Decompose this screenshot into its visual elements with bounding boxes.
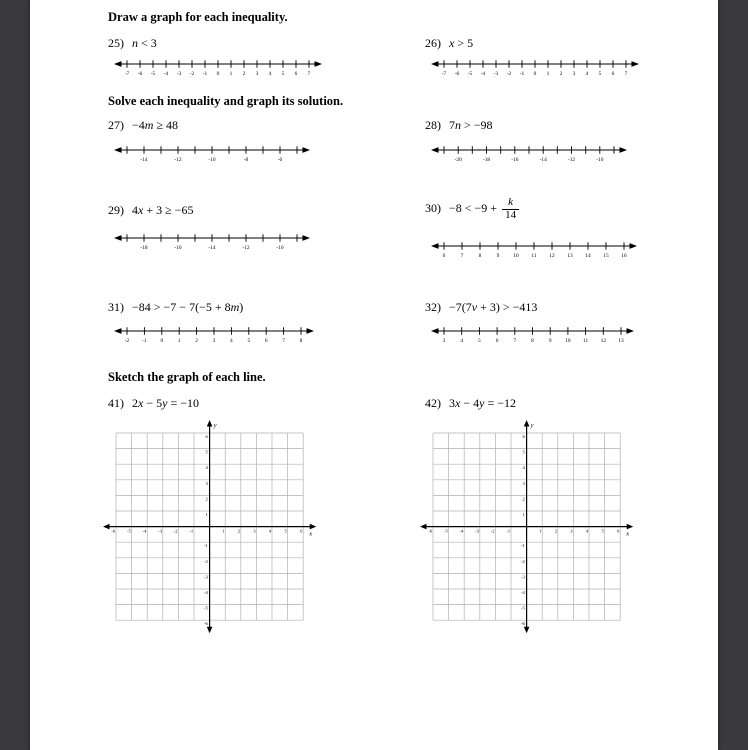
svg-text:2: 2: [205, 496, 208, 502]
svg-text:1: 1: [229, 71, 233, 77]
svg-text:1: 1: [522, 512, 525, 517]
problem-31: [108, 300, 314, 345]
svg-text:-4: -4: [203, 590, 208, 595]
svg-text:-14: -14: [208, 245, 216, 251]
svg-text:-10: -10: [208, 157, 216, 163]
svg-text:3: 3: [212, 338, 216, 344]
svg-text:y: y: [213, 422, 217, 429]
svg-text:-5: -5: [150, 71, 156, 77]
svg-text:1: 1: [177, 338, 181, 344]
svg-text:-8: -8: [243, 157, 249, 163]
svg-text:9: 9: [548, 338, 552, 344]
svg-text:-2: -2: [173, 528, 178, 534]
svg-text:13: 13: [618, 338, 624, 344]
svg-text:-1: -1: [142, 338, 147, 344]
problem-head: [425, 396, 637, 411]
svg-text:5: 5: [205, 449, 208, 455]
svg-text:-2: -2: [506, 71, 512, 77]
svg-text:-1: -1: [203, 543, 208, 549]
problem-head: [108, 300, 314, 315]
svg-text:13: 13: [567, 253, 573, 260]
coordinate-grid-svg: [419, 417, 637, 635]
svg-text:6: 6: [522, 434, 525, 439]
svg-text:-3: -3: [475, 528, 479, 534]
svg-text:-4: -4: [163, 71, 169, 77]
svg-text:5: 5: [598, 71, 602, 77]
svg-text:4: 4: [268, 71, 272, 77]
number-line-svg: [431, 142, 627, 164]
svg-text:8: 8: [478, 253, 482, 260]
coordinate-grid: [102, 417, 320, 635]
problem-head: [108, 118, 310, 133]
problem-42: [425, 396, 637, 635]
svg-text:4: 4: [205, 465, 208, 471]
svg-text:-4: -4: [459, 528, 464, 534]
svg-text:-16: -16: [511, 157, 519, 163]
svg-text:12: 12: [600, 338, 606, 344]
svg-text:-14: -14: [140, 157, 148, 163]
svg-text:3: 3: [522, 480, 525, 486]
svg-text:3: 3: [572, 71, 576, 77]
svg-text:-6: -6: [520, 621, 525, 627]
svg-text:2: 2: [522, 496, 525, 502]
worksheet-page: [30, 0, 718, 750]
svg-text:-2: -2: [490, 528, 495, 534]
svg-text:-5: -5: [126, 528, 131, 534]
svg-text:9: 9: [496, 253, 500, 260]
svg-text:11: 11: [582, 338, 589, 344]
svg-text:5: 5: [522, 449, 525, 455]
svg-text:7: 7: [460, 253, 464, 260]
svg-text:2: 2: [242, 71, 246, 77]
svg-text:-6: -6: [454, 71, 460, 77]
svg-text:0: 0: [533, 71, 537, 77]
number-line-svg: [431, 238, 637, 260]
coordinate-grid: [419, 417, 637, 635]
problem-expression: −7(7v + 3) > −413: [449, 300, 538, 314]
problem-expression: 2x − 5y = −10: [132, 396, 199, 410]
svg-text:-2: -2: [520, 558, 525, 564]
section-heading-draw-inequality: Draw a graph for each inequality.: [108, 10, 288, 24]
number-line: [114, 323, 314, 345]
svg-text:-5: -5: [467, 71, 473, 77]
svg-text:-6: -6: [111, 528, 116, 534]
svg-text:x: x: [626, 530, 630, 538]
problem-number: 28): [425, 118, 441, 132]
problem-32: [425, 300, 634, 345]
svg-text:15: 15: [603, 253, 609, 260]
problem-expression: n < 3: [132, 36, 157, 50]
number-line-svg: [114, 230, 310, 252]
svg-text:-14: -14: [539, 157, 547, 163]
svg-text:5: 5: [281, 71, 285, 77]
problem-25: [108, 36, 322, 78]
svg-text:2: 2: [195, 338, 198, 344]
svg-text:-1: -1: [202, 71, 208, 77]
svg-text:6: 6: [300, 528, 303, 534]
number-line: [431, 323, 634, 345]
problem-head: [108, 36, 322, 51]
svg-text:6: 6: [617, 528, 620, 534]
problem-number: 29): [108, 203, 124, 217]
svg-text:-7: -7: [124, 71, 130, 77]
number-line-svg: [114, 56, 322, 78]
svg-text:-1: -1: [520, 543, 525, 549]
svg-text:8: 8: [531, 338, 534, 344]
number-line-svg: [114, 323, 314, 345]
svg-text:4: 4: [268, 528, 272, 534]
svg-text:-10: -10: [596, 157, 604, 163]
svg-text:0: 0: [160, 338, 164, 344]
svg-text:-10: -10: [276, 245, 284, 251]
coordinate-grid-svg: [102, 417, 320, 635]
svg-text:-2: -2: [203, 558, 208, 564]
problem-head: [108, 396, 320, 411]
svg-text:1: 1: [546, 71, 550, 77]
svg-text:6: 6: [294, 71, 298, 77]
problem-number: 32): [425, 300, 441, 314]
svg-text:-12: -12: [567, 157, 576, 163]
svg-text:-5: -5: [203, 605, 208, 611]
svg-text:3: 3: [570, 528, 573, 534]
svg-text:0: 0: [216, 71, 220, 77]
problem-head: [425, 118, 627, 133]
number-line: [114, 142, 310, 164]
svg-text:-2: -2: [124, 338, 130, 344]
svg-text:-4: -4: [480, 71, 486, 77]
problem-number: 30): [425, 200, 441, 215]
problem-number: 31): [108, 300, 124, 314]
svg-text:3: 3: [253, 528, 256, 534]
svg-text:-18: -18: [482, 157, 491, 163]
problem-number: 42): [425, 396, 441, 410]
svg-text:-3: -3: [520, 574, 525, 580]
svg-text:10: 10: [513, 253, 519, 260]
svg-text:-3: -3: [176, 71, 182, 77]
svg-text:4: 4: [460, 338, 464, 344]
svg-text:-2: -2: [189, 71, 195, 77]
svg-text:-5: -5: [520, 605, 525, 611]
svg-text:-3: -3: [493, 71, 499, 77]
svg-text:-12: -12: [174, 157, 182, 163]
problem-29: [108, 203, 310, 252]
svg-text:-6: -6: [203, 621, 208, 627]
problem-41: [108, 396, 320, 635]
problem-28: [425, 118, 627, 164]
svg-text:4: 4: [585, 71, 589, 77]
svg-text:-4: -4: [520, 590, 525, 595]
svg-text:-6: -6: [137, 71, 143, 77]
problem-number: 26): [425, 36, 441, 50]
svg-text:1: 1: [539, 528, 542, 534]
svg-text:6: 6: [264, 338, 268, 344]
problem-head: [425, 300, 634, 315]
number-line: [431, 238, 637, 260]
svg-text:5: 5: [284, 528, 287, 534]
problem-26: [425, 36, 639, 78]
problem-expression: −4m ≥ 48: [132, 118, 179, 132]
svg-text:5: 5: [247, 338, 251, 344]
svg-text:4: 4: [585, 528, 589, 534]
problem-expression: 7n > −98: [449, 118, 493, 132]
svg-text:1: 1: [205, 512, 208, 517]
svg-text:5: 5: [478, 338, 481, 344]
number-line: [114, 230, 310, 252]
problem-expression: 3x − 4y = −12: [449, 396, 516, 410]
problem-expression: 4x + 3 ≥ −65: [132, 203, 194, 217]
problem-30: [425, 197, 637, 260]
svg-text:3: 3: [205, 480, 208, 486]
svg-text:2: 2: [237, 528, 240, 534]
number-line-svg: [431, 56, 639, 78]
svg-text:-20: -20: [454, 157, 462, 163]
svg-text:-1: -1: [506, 528, 511, 534]
problem-head: [108, 203, 310, 218]
svg-text:6: 6: [495, 338, 499, 344]
svg-text:2: 2: [554, 528, 557, 534]
fraction: $\frac{k}{14}$: [502, 197, 519, 221]
problem-27: [108, 118, 310, 164]
number-line: [431, 56, 639, 78]
number-line: [431, 142, 627, 164]
svg-text:10: 10: [565, 338, 571, 344]
svg-text:12: 12: [549, 253, 555, 260]
svg-text:14: 14: [585, 253, 591, 260]
svg-text:7: 7: [513, 338, 517, 344]
svg-text:4: 4: [230, 338, 233, 344]
problem-number: 27): [108, 118, 124, 132]
svg-text:y: y: [530, 422, 534, 429]
problem-expression: x > 5: [449, 36, 474, 50]
svg-text:16: 16: [621, 253, 627, 260]
svg-text:7: 7: [307, 71, 311, 77]
svg-text:-1: -1: [519, 71, 525, 77]
svg-text:6: 6: [205, 434, 208, 439]
problem-head: [425, 36, 639, 51]
svg-text:3: 3: [442, 338, 446, 344]
svg-text:5: 5: [601, 528, 604, 534]
problem-number: 25): [108, 36, 124, 50]
number-line-svg: [114, 142, 310, 164]
problem-head: [425, 197, 637, 221]
svg-text:7: 7: [624, 71, 628, 77]
svg-text:2: 2: [559, 71, 563, 77]
svg-text:-16: -16: [174, 245, 182, 251]
svg-text:4: 4: [522, 465, 525, 471]
svg-text:-18: -18: [140, 245, 148, 251]
svg-text:-4: -4: [142, 528, 147, 534]
svg-text:1: 1: [222, 528, 225, 534]
svg-text:-1: -1: [189, 528, 194, 534]
svg-text:-5: -5: [443, 528, 448, 534]
svg-text:-3: -3: [203, 574, 208, 580]
svg-text:6: 6: [611, 71, 615, 77]
problem-expression: −8 < −9 + $\frac{k}{14}$: [449, 201, 521, 215]
section-heading-solve-inequality: Solve each inequality and graph its solution.: [108, 94, 344, 108]
svg-text:6: 6: [442, 253, 446, 260]
number-line-svg: [431, 323, 634, 345]
svg-text:8: 8: [299, 338, 303, 344]
number-line: [114, 56, 322, 78]
problem-expression: −84 > −7 − 7(−5 + 8m): [132, 300, 244, 314]
svg-text:-7: -7: [441, 71, 447, 77]
svg-text:11: 11: [531, 253, 537, 260]
svg-text:3: 3: [255, 71, 259, 77]
svg-text:7: 7: [282, 338, 285, 344]
section-heading-sketch-line: Sketch the graph of each line.: [108, 370, 266, 384]
svg-text:-3: -3: [158, 528, 162, 534]
svg-text:x: x: [309, 530, 313, 538]
svg-text:-6: -6: [277, 157, 283, 163]
problem-number: 41): [108, 396, 124, 410]
svg-text:-6: -6: [428, 528, 433, 534]
svg-text:-12: -12: [242, 245, 250, 251]
